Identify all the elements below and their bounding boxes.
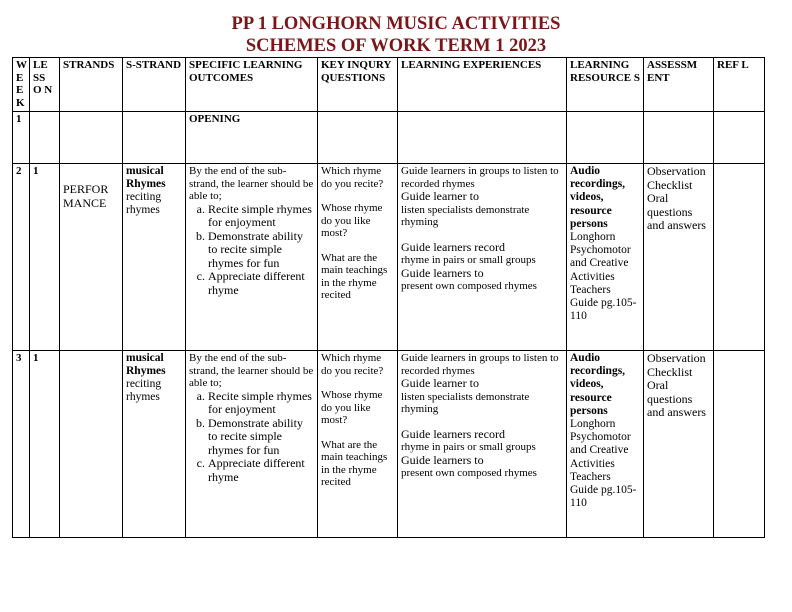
- substrand-text: rhymes: [126, 391, 160, 403]
- resources-materials: Audio recordings, videos, resource persons: [570, 165, 626, 230]
- spacer: [321, 377, 394, 389]
- column-header: SPECIFIC LEARNING OUTCOMES: [186, 58, 318, 112]
- spacer: [401, 229, 563, 241]
- assessment-item: Checklist: [647, 364, 693, 379]
- experience-line: present own composed rhymes: [401, 280, 537, 292]
- scheme-table: [12, 57, 765, 538]
- question-item: Which rhyme do you recite?: [321, 352, 384, 377]
- spacer: [401, 416, 563, 428]
- experience-line: Guide learners in groups to listen to recorded rhymes: [401, 165, 559, 190]
- question-item: What are the main teachings in the rhyme recited: [321, 251, 388, 301]
- assessment-cell: [644, 351, 714, 538]
- assessment-cell: [644, 164, 714, 351]
- document-title: PP 1 LONGHORN MUSIC ACTIVITIES: [231, 14, 561, 34]
- column-header: LEARNING EXPERIENCES: [398, 58, 567, 112]
- outcomes-list: [189, 390, 314, 485]
- column-header: KEY INQURY QUESTIONS: [318, 58, 398, 112]
- question-item: Which rhyme do you recite?: [321, 165, 384, 190]
- substrand-title: Rhymes: [126, 178, 166, 190]
- question-item: Whose rhyme do you like most?: [321, 202, 383, 239]
- assessment-item: Oral questions and answers: [647, 191, 706, 232]
- table-row: [13, 351, 765, 538]
- resources-cell: [567, 164, 644, 351]
- reflection-cell: [714, 351, 765, 538]
- experience-line: Guide learner to: [401, 189, 479, 203]
- experience-line: listen specialists demonstrate rhyming: [401, 390, 530, 415]
- experience-line: Guide learner to: [401, 376, 479, 390]
- outcomes-cell: [186, 164, 318, 351]
- substrand-title: Rhymes: [126, 365, 166, 377]
- lesson-cell: 1: [30, 164, 60, 351]
- experience-line: rhyme in pairs or small groups: [401, 441, 536, 453]
- experience-line: rhyme in pairs or small groups: [401, 254, 536, 266]
- week-cell: 1: [13, 112, 30, 164]
- question-item: Whose rhyme do you like most?: [321, 389, 383, 426]
- column-header: LEARNING RESOURCE S: [567, 58, 644, 112]
- assessment-item: Observation: [647, 351, 706, 365]
- outcomes-intro: By the end of the sub-strand, the learner should be able to;: [189, 165, 314, 202]
- substrand-title: musical: [126, 165, 164, 177]
- spacer: [321, 240, 394, 252]
- opening-label: OPENING: [186, 112, 318, 164]
- experiences-cell: [398, 351, 567, 538]
- substrand-cell: [123, 351, 186, 538]
- questions-cell: [318, 164, 398, 351]
- resources-materials: Audio recordings, videos, resource persons: [570, 352, 626, 417]
- assessment-item: Oral questions and answers: [647, 378, 706, 419]
- resources-cell: [567, 351, 644, 538]
- questions-cell: [318, 351, 398, 538]
- column-header: STRANDS: [60, 58, 123, 112]
- column-header: REF L: [714, 58, 765, 112]
- substrand-text: reciting: [126, 191, 162, 203]
- outcome-item: a. Recite simple rhymes for enjoyment: [208, 390, 314, 417]
- column-header: ASSESSM ENT: [644, 58, 714, 112]
- week-cell: 2: [13, 164, 30, 351]
- experience-line: Guide learners record: [401, 426, 505, 441]
- lesson-cell: 1: [30, 351, 60, 538]
- substrand-cell: [123, 164, 186, 351]
- spacer: [321, 427, 394, 439]
- outcome-item: a. Recite simple rhymes for enjoyment: [208, 203, 314, 230]
- resources-guide: Longhorn Psychomotor and Creative Activities Teachers Guide pg.105-110: [570, 418, 637, 510]
- question-item: What are the main teachings in the rhyme recited: [321, 438, 388, 488]
- strand-cell: [60, 351, 123, 538]
- outcome-item: c. Appreciate different rhyme: [208, 270, 314, 297]
- header-row: [13, 58, 765, 112]
- strand-cell: PERFOR MANCE: [60, 164, 123, 351]
- column-header: W E E K: [13, 58, 30, 112]
- outcome-item: c. Appreciate different rhyme: [208, 457, 314, 484]
- reflection-cell: [714, 164, 765, 351]
- assessment-item: Observation: [647, 164, 706, 178]
- outcomes-intro: By the end of the sub-strand, the learner should be able to;: [189, 352, 314, 389]
- experience-line: Guide learners record: [401, 239, 505, 254]
- week-cell: 3: [13, 351, 30, 538]
- experiences-cell: [398, 164, 567, 351]
- experience-line: Guide learners in groups to listen to recorded rhymes: [401, 352, 559, 377]
- opening-row: [13, 112, 765, 164]
- outcomes-list: [189, 203, 314, 298]
- outcome-item: b. Demonstrate ability to recite simple rhymes for fun: [208, 417, 314, 458]
- substrand-text: reciting: [126, 378, 162, 390]
- experience-line: present own composed rhymes: [401, 467, 537, 479]
- document-subtitle: SCHEMES OF WORK TERM 1 2023: [245, 36, 547, 56]
- assessment-item: Checklist: [647, 177, 693, 192]
- resources-guide: Longhorn Psychomotor and Creative Activities Teachers Guide pg.105-110: [570, 231, 637, 323]
- outcomes-cell: [186, 351, 318, 538]
- experience-line: Guide learners to: [401, 452, 484, 467]
- column-header: LE SS O N: [30, 58, 60, 112]
- table-row: [13, 164, 765, 351]
- experience-line: listen specialists demonstrate rhyming: [401, 203, 530, 228]
- outcome-item: b. Demonstrate ability to recite simple rhymes for fun: [208, 230, 314, 271]
- spacer: [321, 190, 394, 202]
- substrand-title: musical: [126, 352, 164, 364]
- column-header: S-STRAND: [123, 58, 186, 112]
- experience-line: Guide learners to: [401, 265, 484, 280]
- substrand-text: rhymes: [126, 204, 160, 216]
